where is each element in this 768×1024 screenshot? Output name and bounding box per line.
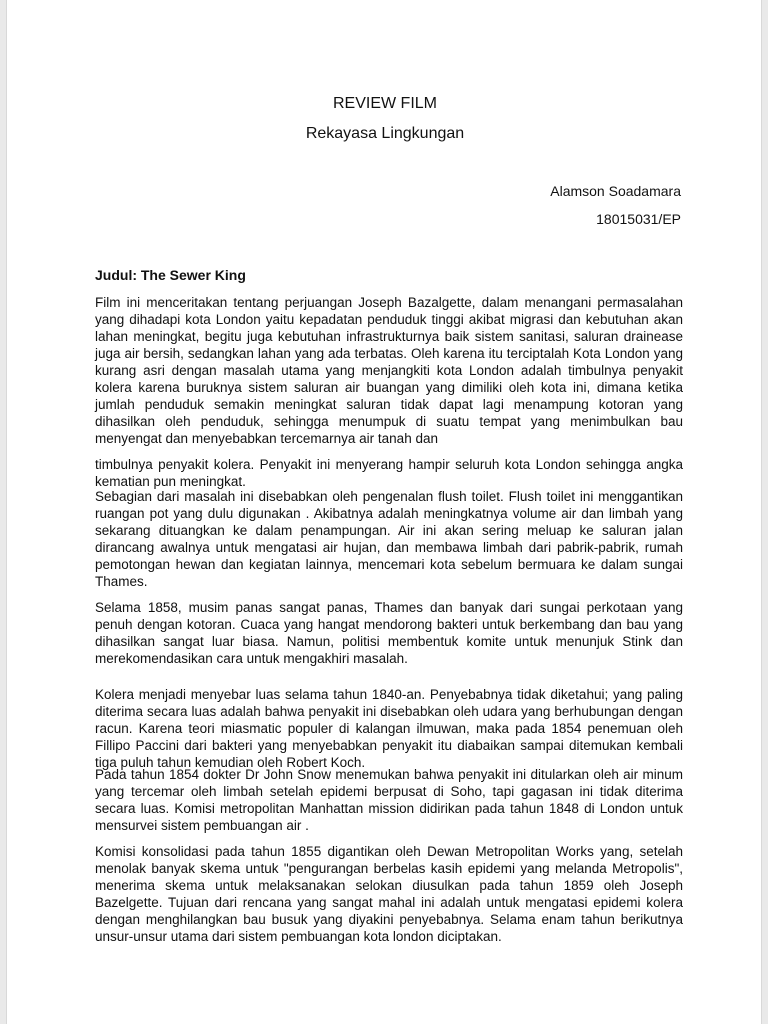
paragraph-6: Pada tahun 1854 dokter Dr John Snow menemukan bahwa penyakit ini ditularkan oleh air minum yang tercemar oleh limbah setelah epidemi berpusat di Soho, tapi gagasan ini tidak diterima secara luas. Komisi metropolitan Manhattan mission didirikan pada tahun 1848 di London untuk mensurvei sistem pembuangan air . xyxy=(95,767,683,833)
paragraph-5: Kolera menjadi menyebar luas selama tahun 1840-an. Penyebabnya tidak diketahui; yang paling diterima secara luas adalah bahwa penyakit ini disebabkan oleh udara yang berhubungan dengan racun. Karena teori miasmatic populer di kalangan ilmuwan, maka pada 1854 penemuan oleh Fillipo Paccini dari bakteri yang menyebabkan penyakit itu diabaikan sampai ditemukan kembali tiga puluh tahun kemudian oleh Robert Koch. xyxy=(95,687,683,770)
paragraph-4: Selama 1858, musim panas sangat panas, Thames dan banyak dari sungai perkotaan yang penuh dengan kotoran. Cuaca yang hangat mendorong bakteri untuk berkembang dan bau yang dihasilkan sangat luar biasa. Namun, politisi membentuk komite untuk menunjuk Stink dan merekomendasikan cara untuk mengakhiri masalah. xyxy=(95,600,683,666)
author-id: 18015031/EP xyxy=(596,211,681,227)
paragraph-2: timbulnya penyakit kolera. Penyakit ini menyerang hampir seluruh kota London sehingga angka kematian pun meningkat. xyxy=(95,457,683,489)
document-page xyxy=(6,0,762,1024)
document-subtitle: Rekayasa Lingkungan xyxy=(305,125,465,142)
paragraph-1: Film ini menceritakan tentang perjuangan Joseph Bazalgette, dalam menangani permasalahan yang dihadapi kota London yaitu kepadatan penduduk tinggi akibat migrasi dan kebutuhan akan lahan meningkat, begitu juga kebutuhan infrastrukturnya baik sistem sanitasi, saluran drainease juga air bersih, sedangkan lahan yang ada terbatas. Oleh karena itu terciptalah Kota London yang kurang asri dengan masalah utama yang menjangkiti kota London adalah timbulnya penyakit kolera karena buruknya sistem saluran air buangan yang dimiliki oleh kota ini, dimana ketika jumlah penduduk semakin meningkat saluran tidak dapat lagi menampung kotoran yang dihasilkan oleh penduduk, sehingga menumpuk di suatu tempat yang menimbulkan bau menyengat dan menyebabkan tercemarnya air tanah dan xyxy=(95,295,683,446)
document-title: REVIEW FILM xyxy=(332,95,437,112)
author-name: Alamson Soadamara xyxy=(550,183,681,199)
paragraph-7: Komisi konsolidasi pada tahun 1855 digantikan oleh Dewan Metropolitan Works yang, setelah menolak banyak skema untuk "pengurangan berbelas kasih epidemi yang melanda Metropolis", menerima skema untuk melaksanakan selokan diusulkan pada tahun 1859 oleh Joseph Bazelgette. Tujuan dari rencana yang sangat mahal ini adalah untuk mengatasi epidemi kolera dengan menghilangkan bau busuk yang diyakini penyebabnya. Selama enam tahun berikutnya unsur-unsur utama dari sistem pembuangan kota london diciptakan. xyxy=(95,844,683,944)
section-heading: Judul: The Sewer King xyxy=(95,267,246,283)
paragraph-3: Sebagian dari masalah ini disebabkan oleh pengenalan flush toilet. Flush toilet ini menggantikan ruangan pot yang dulu digunakan . Akibatnya adalah meningkatnya volume air dan limbah yang sekarang dituangkan ke dalam penampungan. Air ini akan sering meluap ke saluran jalan dirancang awalnya untuk mengatasi air hujan, dan membawa limbah dari pabrik-pabrik, rumah pemotongan hewan dan kegiatan lainnya, mencemari kota sebelum bermuara ke dalam sungai Thames. xyxy=(95,489,683,589)
